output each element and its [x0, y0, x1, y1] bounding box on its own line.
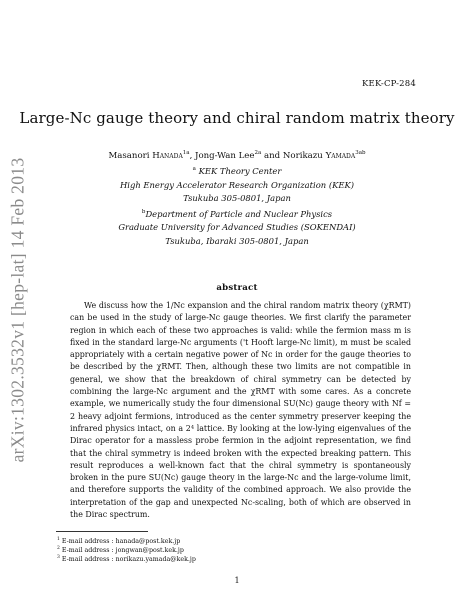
affiliation-b-mark: b [141, 209, 146, 216]
author-separator: , [189, 150, 196, 161]
footnote-2-mark: 2 [57, 546, 60, 551]
author-2-name: Jong-Wan Lee [195, 150, 255, 161]
author-3-name: Norikazu [282, 150, 323, 161]
footnote-3-text: E-mail address : norikazu.yamada@kek.jp [61, 556, 196, 564]
footnote-rule [56, 531, 148, 532]
author-2-marks: 2a [254, 150, 262, 156]
author-line [0, 150, 474, 161]
affiliation-b-text1: Department of Particle and Nuclear Physics [145, 209, 333, 219]
footnote-3-mark: 3 [57, 555, 60, 560]
arxiv-stamp: arXiv:1302.3532v1 [hep-lat] 14 Feb 2013 [7, 157, 28, 463]
abstract-heading: abstract [216, 283, 258, 293]
author-3-marks: 3ab [355, 150, 366, 156]
affiliation-a-line2: High Energy Accelerator Research Organization (KEK) [120, 180, 354, 190]
author-1-surname: Hanada [152, 150, 183, 161]
paper-title: Large-Nc gauge theory and chiral random matrix theory [19, 109, 455, 127]
author-and: and [261, 150, 283, 161]
affiliation-a-text1: KEK Theory Center [198, 166, 282, 176]
affiliation-a-line3: Tsukuba 305-0801, Japan [183, 193, 291, 203]
footnote-3 [57, 554, 196, 564]
author-1-marks: 1a [182, 150, 190, 156]
footnote-2-text: E-mail address : jongwan@post.kek.jp [61, 547, 184, 555]
page-number: 1 [234, 576, 240, 585]
report-number: KEK-CP-284 [361, 79, 416, 89]
author-3-surname: Yamada [325, 150, 356, 161]
footnote-1-text: E-mail address : hanada@post.kek.jp [61, 538, 181, 546]
affiliation-a-mark: a [192, 166, 196, 173]
abstract-body: We discuss how the 1/Nc expansion and the chiral random matrix theory (χRMT) can be used in the study of large-Nc gauge theories. We first clarify the parameter region in which each of these two approaches is valid: while the fermion mass m is fixed in the standard large-Nc arguments ('t Hooft large-Nc limit), m must be scaled appropriately with a certain negative power of Nc in order for the gauge theories to be described by the χRMT. Then, although these two limits are not compatible in general, we show that the breakdown of chiral symmetry can be detected by combining the large-Nc argument and the χRMT with some cares. As a concrete example, we numerically study the four dimensional SU(Nc) gauge theory with Nf = 2 heavy adjoint fermions, introduced as the center symmetry preserver keeping the infrared physics intact, on a 2⁴ lattice. By looking at the low-lying eigenvalues of the Dirac operator for a massless probe fermion in the adjoint representation, we find that the chiral symmetry is indeed broken with the expected breaking pattern. This result reproduces a well-known fact that the chiral symmetry is spontaneously broken in the pure SU(Nc) gauge theory in the large-Nc and the large-volume limit, and therefore supports the validity of the combined approach. We also provide the interpretation of the gap and unexpected Nc-scaling, both of which are observed in the Dirac spectrum. [70, 301, 411, 520]
affiliation-b-line3: Tsukuba, Ibaraki 305-0801, Japan [165, 236, 309, 246]
affiliation-a-line1 [0, 166, 474, 176]
affiliation-b-line1 [0, 209, 474, 219]
footnote-1-mark: 1 [57, 537, 60, 542]
affiliation-b-line2: Graduate University for Advanced Studies (SOKENDAI) [118, 222, 356, 232]
author-1-name: Masanori [108, 150, 150, 161]
